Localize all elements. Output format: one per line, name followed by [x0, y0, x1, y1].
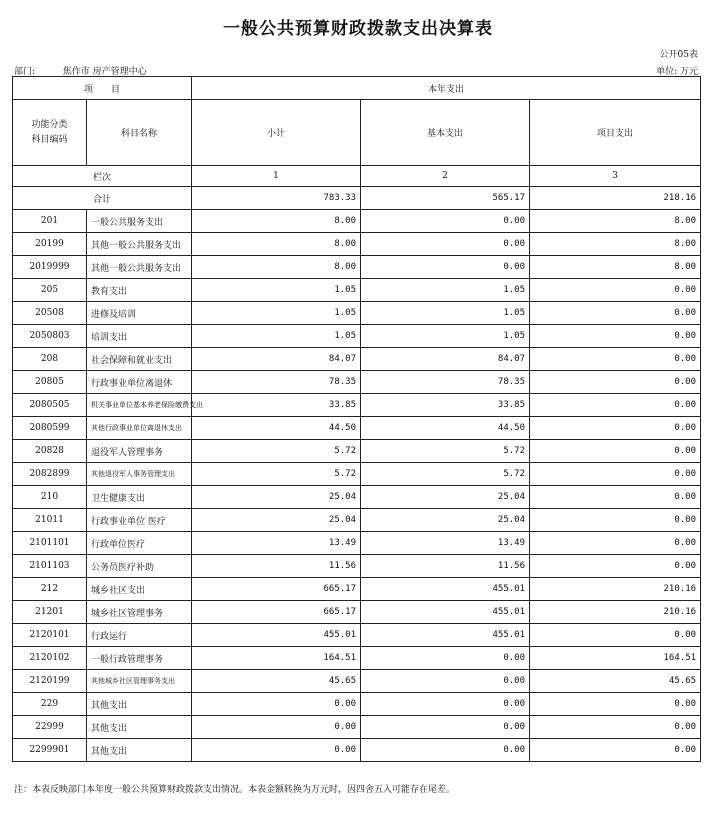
row-basic: 455.01	[361, 624, 530, 647]
row-code: 20508	[13, 302, 87, 325]
row-project: 0.00	[530, 693, 701, 716]
row-code: 2019999	[13, 256, 87, 279]
row-basic: 1.05	[361, 302, 530, 325]
row-basic: 0.00	[361, 233, 530, 256]
row-name: 卫生健康支出	[87, 486, 192, 509]
row-subtotal: 0.00	[192, 693, 361, 716]
row-name: 机关事业单位基本养老保险缴费支出	[87, 394, 192, 417]
row-name: 其他城乡社区管理事务支出	[87, 670, 192, 693]
footnote: 注：本表反映部门本年度一般公共预算财政拨款支出情况。本表金额转换为万元时，因四舍五入可能存在尾差。	[14, 785, 456, 795]
row-basic: 0.00	[361, 670, 530, 693]
row-subtotal: 8.00	[192, 256, 361, 279]
row-subtotal: 1.05	[192, 279, 361, 302]
row-subtotal: 25.04	[192, 509, 361, 532]
row-basic: 25.04	[361, 486, 530, 509]
row-code: 201	[13, 210, 87, 233]
row-subtotal: 33.85	[192, 394, 361, 417]
table-row	[13, 440, 701, 463]
column-index-1: 1	[192, 166, 361, 187]
table-row	[13, 647, 701, 670]
row-project: 0.00	[530, 739, 701, 762]
row-basic: 455.01	[361, 578, 530, 601]
row-project: 8.00	[530, 233, 701, 256]
row-code: 2120199	[13, 670, 87, 693]
row-project: 0.00	[530, 440, 701, 463]
total-basic: 565.17	[361, 187, 530, 210]
total-row	[13, 187, 701, 210]
row-basic: 1.05	[361, 279, 530, 302]
row-project: 0.00	[530, 532, 701, 555]
row-basic: 33.85	[361, 394, 530, 417]
row-basic: 44.50	[361, 417, 530, 440]
row-subtotal: 84.07	[192, 348, 361, 371]
row-name: 行政单位医疗	[87, 532, 192, 555]
row-project: 8.00	[530, 256, 701, 279]
row-name: 其他一般公共服务支出	[87, 256, 192, 279]
row-code: 2101101	[13, 532, 87, 555]
header-project-expenditure: 项目支出	[530, 100, 701, 166]
row-subtotal: 1.05	[192, 302, 361, 325]
column-index-2: 2	[361, 166, 530, 187]
row-code: 2101103	[13, 555, 87, 578]
row-name: 教育支出	[87, 279, 192, 302]
row-project: 210.16	[530, 578, 701, 601]
row-name: 行政事业单位离退休	[87, 371, 192, 394]
total-subtotal: 783.33	[192, 187, 361, 210]
row-code: 2050803	[13, 325, 87, 348]
row-subtotal: 164.51	[192, 647, 361, 670]
row-name: 其他一般公共服务支出	[87, 233, 192, 256]
table-row	[13, 417, 701, 440]
table-row	[13, 509, 701, 532]
row-project: 0.00	[530, 509, 701, 532]
row-code: 2299901	[13, 739, 87, 762]
row-code: 21201	[13, 601, 87, 624]
total-project: 218.16	[530, 187, 701, 210]
row-code: 229	[13, 693, 87, 716]
header-project: 项 目	[13, 77, 192, 100]
row-code: 2082899	[13, 463, 87, 486]
row-code: 2080505	[13, 394, 87, 417]
row-basic: 84.07	[361, 348, 530, 371]
row-name: 进修及培训	[87, 302, 192, 325]
page-title: 一般公共预算财政拨款支出决算表	[223, 19, 493, 39]
table-row	[13, 394, 701, 417]
row-subtotal: 45.65	[192, 670, 361, 693]
row-basic: 5.72	[361, 440, 530, 463]
table-row	[13, 463, 701, 486]
row-project: 0.00	[530, 486, 701, 509]
table-row	[13, 371, 701, 394]
row-code: 20828	[13, 440, 87, 463]
row-name: 行政事业单位 医疗	[87, 509, 192, 532]
row-basic: 25.04	[361, 509, 530, 532]
table-row	[13, 325, 701, 348]
row-name: 其他支出	[87, 693, 192, 716]
row-basic: 78.35	[361, 371, 530, 394]
column-index-label: 栏次	[13, 166, 192, 187]
row-code: 208	[13, 348, 87, 371]
row-name: 其他退役军人事务管理支出	[87, 463, 192, 486]
row-name: 城乡社区管理事务	[87, 601, 192, 624]
table-row	[13, 670, 701, 693]
row-subtotal: 0.00	[192, 716, 361, 739]
row-code: 2120102	[13, 647, 87, 670]
row-code: 2120101	[13, 624, 87, 647]
row-name: 行政运行	[87, 624, 192, 647]
row-subtotal: 1.05	[192, 325, 361, 348]
table-row	[13, 486, 701, 509]
row-basic: 0.00	[361, 739, 530, 762]
table-row	[13, 693, 701, 716]
row-project: 210.16	[530, 601, 701, 624]
row-subtotal: 8.00	[192, 210, 361, 233]
row-subtotal: 25.04	[192, 486, 361, 509]
header-code: 功能分类 科目编码	[13, 100, 87, 166]
row-project: 0.00	[530, 279, 701, 302]
row-basic: 11.56	[361, 555, 530, 578]
table-row	[13, 532, 701, 555]
row-subtotal: 44.50	[192, 417, 361, 440]
header-subtotal: 小计	[192, 100, 361, 166]
row-code: 21011	[13, 509, 87, 532]
row-name: 一般公共服务支出	[87, 210, 192, 233]
row-project: 0.00	[530, 624, 701, 647]
row-basic: 0.00	[361, 210, 530, 233]
row-subtotal: 13.49	[192, 532, 361, 555]
row-basic: 0.00	[361, 693, 530, 716]
table-row	[13, 555, 701, 578]
row-name: 退役军人管理事务	[87, 440, 192, 463]
total-label: 合计	[13, 187, 192, 210]
row-basic: 13.49	[361, 532, 530, 555]
row-project: 0.00	[530, 371, 701, 394]
row-project: 0.00	[530, 417, 701, 440]
expenditure-table	[12, 76, 701, 762]
table-row	[13, 601, 701, 624]
row-name: 城乡社区支出	[87, 578, 192, 601]
table-row	[13, 716, 701, 739]
row-name: 培训支出	[87, 325, 192, 348]
row-name: 一般行政管理事务	[87, 647, 192, 670]
table-row	[13, 739, 701, 762]
row-code: 212	[13, 578, 87, 601]
row-project: 0.00	[530, 325, 701, 348]
row-subtotal: 5.72	[192, 440, 361, 463]
table-row	[13, 233, 701, 256]
row-name: 其他支出	[87, 716, 192, 739]
row-subtotal: 11.56	[192, 555, 361, 578]
table-row	[13, 210, 701, 233]
department-name: 焦作市 房产管理中心	[62, 67, 147, 77]
table-row	[13, 348, 701, 371]
row-project: 0.00	[530, 348, 701, 371]
row-basic: 0.00	[361, 647, 530, 670]
row-code: 205	[13, 279, 87, 302]
row-project: 0.00	[530, 302, 701, 325]
row-project: 0.00	[530, 463, 701, 486]
column-index-3: 3	[530, 166, 701, 187]
row-project: 8.00	[530, 210, 701, 233]
table-row	[13, 624, 701, 647]
row-name: 社会保障和就业支出	[87, 348, 192, 371]
row-subtotal: 0.00	[192, 739, 361, 762]
row-subtotal: 665.17	[192, 601, 361, 624]
row-project: 45.65	[530, 670, 701, 693]
form-number: 公开05表	[659, 50, 698, 60]
row-code: 2080599	[13, 417, 87, 440]
row-project: 164.51	[530, 647, 701, 670]
row-basic: 455.01	[361, 601, 530, 624]
unit-label: 单位: 万元	[656, 67, 698, 77]
row-basic: 5.72	[361, 463, 530, 486]
header-basic: 基本支出	[361, 100, 530, 166]
table-row	[13, 302, 701, 325]
row-subtotal: 455.01	[192, 624, 361, 647]
row-project: 0.00	[530, 716, 701, 739]
row-subtotal: 78.35	[192, 371, 361, 394]
row-code: 22999	[13, 716, 87, 739]
row-subtotal: 5.72	[192, 463, 361, 486]
row-subtotal: 665.17	[192, 578, 361, 601]
row-basic: 1.05	[361, 325, 530, 348]
table-row	[13, 279, 701, 302]
row-code: 210	[13, 486, 87, 509]
row-project: 0.00	[530, 394, 701, 417]
row-code: 20805	[13, 371, 87, 394]
department-label: 部门:	[14, 67, 36, 77]
row-code: 20199	[13, 233, 87, 256]
table-row	[13, 578, 701, 601]
row-name: 其他行政事业单位离退休支出	[87, 417, 192, 440]
row-basic: 0.00	[361, 716, 530, 739]
row-subtotal: 8.00	[192, 233, 361, 256]
row-name: 其他支出	[87, 739, 192, 762]
header-name: 科目名称	[87, 100, 192, 166]
row-name: 公务员医疗补助	[87, 555, 192, 578]
table-row	[13, 256, 701, 279]
row-project: 0.00	[530, 555, 701, 578]
header-current-year: 本年支出	[192, 77, 701, 100]
row-basic: 0.00	[361, 256, 530, 279]
